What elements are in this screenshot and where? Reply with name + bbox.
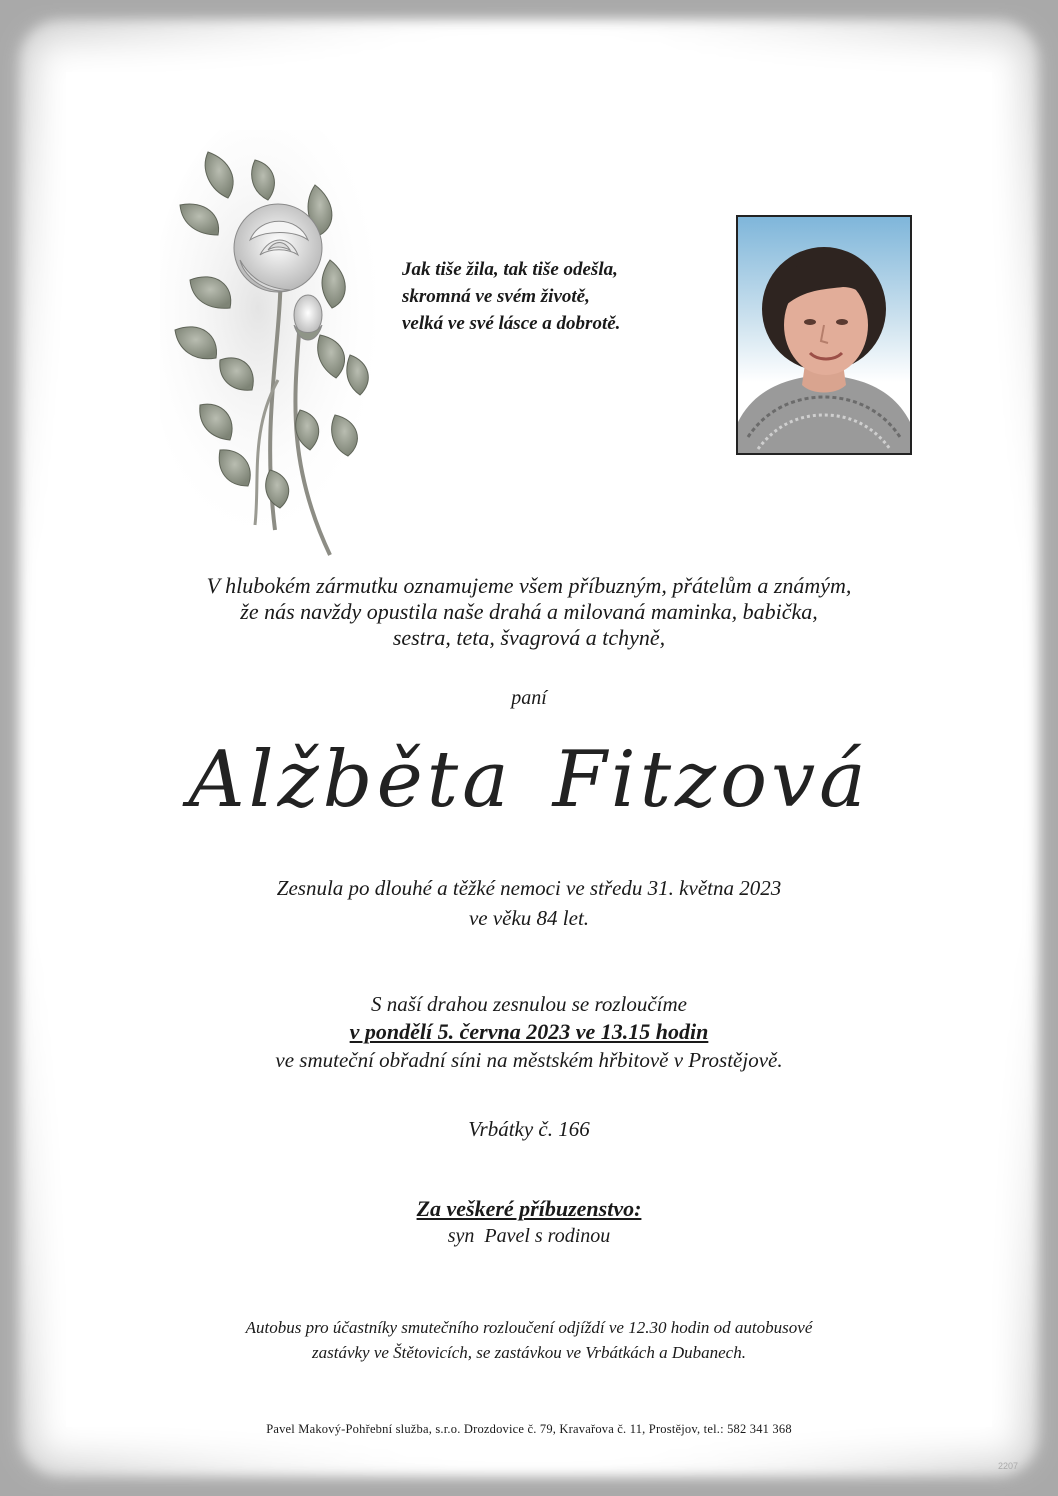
death-details (0, 873, 1058, 933)
death-line: Zesnula po dlouhé a těžké nemoci ve středu 31. května 2023 (276, 876, 782, 900)
rose-illustration (160, 130, 400, 560)
family-heading: Za veškeré příbuzenstvo: (416, 1196, 642, 1221)
announcement-text (0, 573, 1058, 651)
farewell-intro: S naší drahou zesnulou se rozloučíme (371, 992, 687, 1016)
motto-line: Jak tiše žila, tak tiše odešla, (402, 259, 618, 280)
motto-line: skromná ve svém životě, (402, 286, 590, 307)
death-line: ve věku 84 let. (468, 906, 590, 930)
home-address: Vrbátky č. 166 (468, 1117, 590, 1141)
title-prefix: paní (511, 687, 547, 709)
bus-note (0, 1315, 1058, 1365)
scan-stamp: 2207 (998, 1461, 1019, 1471)
deceased-name (0, 735, 1058, 825)
announcement-line: sestra, teta, švagrová a tchyně, (392, 625, 666, 650)
bus-note-line: zastávky ve Štětovicích, se zastávkou ve Vrbátkách a Dubanech. (312, 1343, 746, 1362)
first-name: Alžběta (188, 735, 513, 825)
announcement-line: V hlubokém zármutku oznamujeme všem příbuzným, přátelům a známým, (206, 573, 852, 598)
farewell-place: ve smuteční obřadní síni na městském hřbitově v Prostějově. (275, 1048, 783, 1072)
farewell-details (0, 990, 1058, 1074)
farewell-date-time: v pondělí 5. června 2023 ve 13.15 hodin (349, 1019, 709, 1044)
funeral-service-footer: Pavel Makový-Pohřební služba, s.r.o. Drozdovice č. 79, Kravařova č. 11, Prostějov, tel.: 582 341 368 (266, 1422, 792, 1436)
portrait-illustration (738, 217, 910, 453)
motto-verse (402, 256, 722, 337)
family-members: syn Pavel s rodinou (447, 1225, 611, 1247)
last-name: Fitzová (552, 735, 870, 825)
portrait-photo (736, 215, 912, 455)
announcement-line: že nás navždy opustila naše drahá a milovaná maminka, babička, (240, 599, 818, 624)
motto-line: velká ve své lásce a dobrotě. (402, 313, 621, 334)
bus-note-line: Autobus pro účastníky smutečního rozloučení odjíždí ve 12.30 hodin od autobusové (245, 1318, 813, 1337)
